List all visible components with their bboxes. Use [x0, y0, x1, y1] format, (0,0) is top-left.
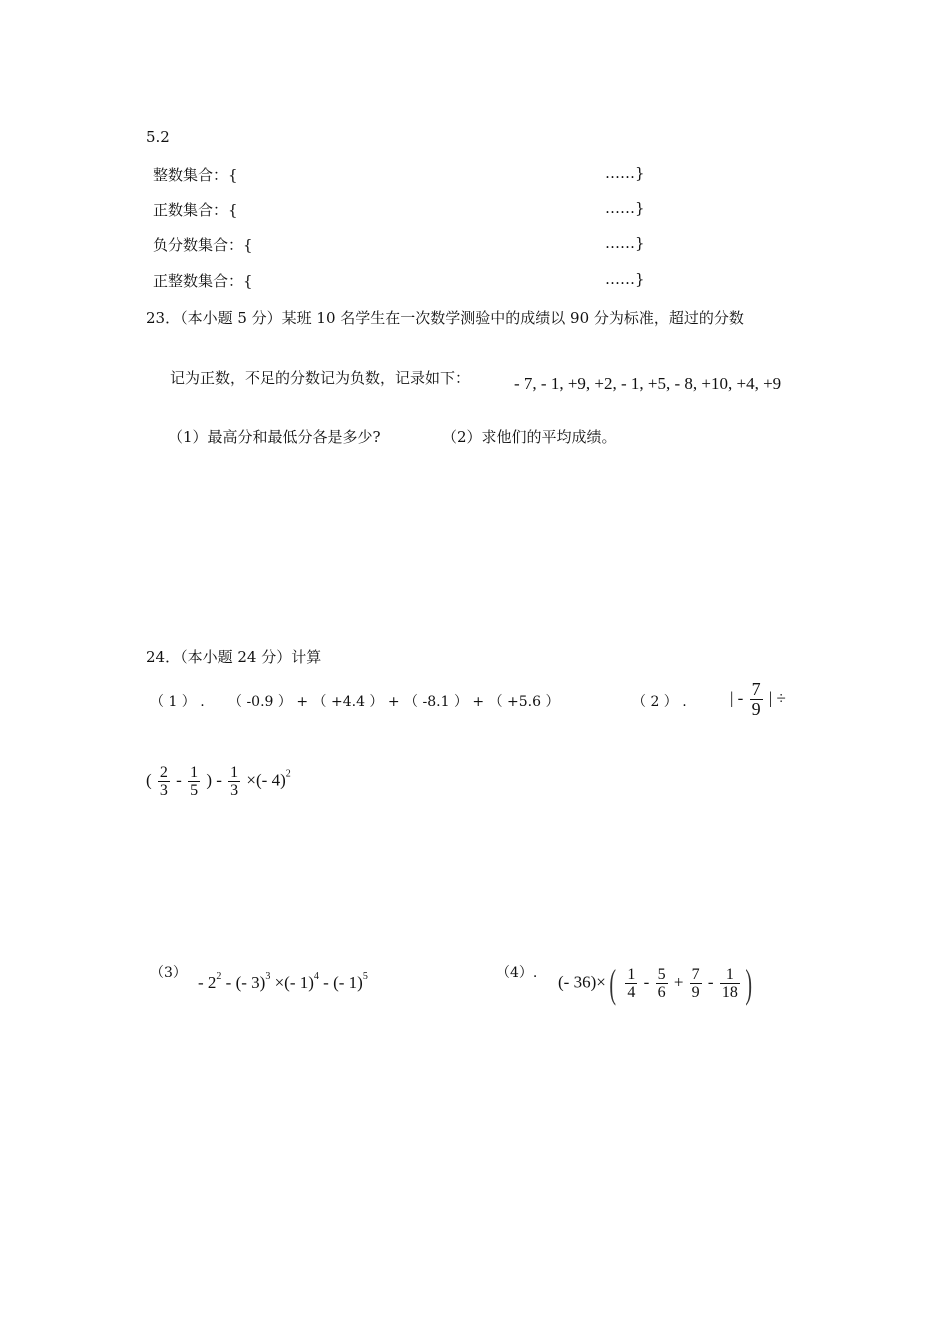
term-c: ×(- 1): [270, 973, 314, 992]
term-b: - (- 3): [221, 973, 266, 992]
numerator: 1: [725, 966, 734, 983]
fraction-1-4: [625, 966, 637, 1001]
q24-part1-label: （ 1 ） .: [150, 694, 205, 710]
fraction-2-3: [158, 764, 170, 799]
paren-close-minus: ) -: [206, 770, 222, 790]
op-minus: -: [707, 972, 714, 992]
exponent-b: 3: [265, 971, 271, 982]
denominator: 9: [691, 984, 700, 1001]
set-positive-integer-label: 正整数集合：{: [153, 272, 253, 290]
op-plus: +: [673, 972, 684, 992]
set-positive-label: 正数集合：{: [153, 201, 238, 219]
set-integers-label: 整数集合：{: [153, 166, 238, 184]
fraction-5-6: [656, 966, 668, 1001]
q24-part2-expression: [730, 680, 786, 719]
q23-sub2: （2）求他们的平均成绩。: [442, 428, 617, 446]
set-integers-end: ……}: [605, 164, 645, 182]
fraction-7-9: [690, 966, 702, 1001]
term-a: - 2: [198, 973, 217, 992]
big-paren-open: (: [609, 961, 616, 1006]
q24-part4-expression: [558, 960, 755, 1007]
numerator: 5: [657, 966, 666, 983]
exponent-c: 4: [313, 971, 319, 982]
fraction-1-5: [188, 764, 200, 799]
q24-part3-expression: [198, 971, 368, 993]
q23-line2: 记为正数，不足的分数记为负数，记录如下：: [170, 369, 471, 387]
lead-factor: (- 36)×: [558, 972, 606, 992]
term-d: - (- 1): [318, 973, 363, 992]
op-minus: -: [643, 972, 650, 992]
numerator: 7: [691, 966, 700, 983]
q24-part2-continuation: [146, 764, 291, 799]
set-negative-fraction-end: ……}: [605, 234, 645, 252]
times-negative-four: ×(- 4): [246, 770, 286, 790]
exponent-d: 5: [362, 971, 368, 982]
q23-sub1: （1）最高分和最低分各是多少?: [168, 428, 381, 446]
q23-header: 23．（本小题 5 分）某班 10 名学生在一次数学测验中的成绩以 90 分为标准，超过的分数: [146, 309, 744, 327]
set-positive-integer-end: ……}: [605, 270, 645, 288]
q22-tail: 5.2: [146, 128, 170, 146]
set-positive-end: ……}: [605, 199, 645, 217]
denominator: 18: [721, 984, 738, 1001]
paren-open: (: [146, 770, 152, 790]
denominator: 4: [627, 984, 636, 1001]
q24-part2-label: （ 2 ） .: [632, 694, 687, 710]
minus-sign: -: [176, 770, 182, 790]
numerator: 1: [627, 966, 636, 983]
abs-open: | -: [730, 688, 744, 708]
q23-record: - 7, - 1, +9, +2, - 1, +5, - 8, +10, +4, +9: [514, 374, 782, 393]
numerator: 2: [159, 764, 168, 781]
fraction-7-9: [750, 680, 763, 719]
fraction-1-18: [720, 966, 740, 1001]
q24-header: 24．（本小题 24 分）计算: [146, 648, 322, 666]
set-negative-fraction-label: 负分数集合：{: [153, 236, 253, 254]
denominator: 3: [159, 782, 168, 799]
denominator: 5: [190, 782, 199, 799]
numerator: 1: [230, 764, 239, 781]
fraction-1-3: [228, 764, 240, 799]
denominator: 6: [657, 984, 666, 1001]
abs-close-divide: | ÷: [768, 688, 786, 708]
numerator: 7: [751, 679, 761, 699]
q24-part3-label: （3）: [150, 965, 187, 981]
numerator: 1: [190, 764, 199, 781]
exponent: 2: [285, 768, 291, 780]
q24-part4-label: （4）.: [496, 965, 538, 981]
denominator: 3: [230, 782, 239, 799]
big-paren-close: ): [745, 961, 752, 1006]
exponent-a: 2: [216, 971, 222, 982]
denominator: 9: [751, 699, 761, 719]
q24-part1-expression: （ -0.9 ） + （ +4.4 ） + （ -8.1 ） + （ +5.6 ）: [228, 694, 560, 710]
